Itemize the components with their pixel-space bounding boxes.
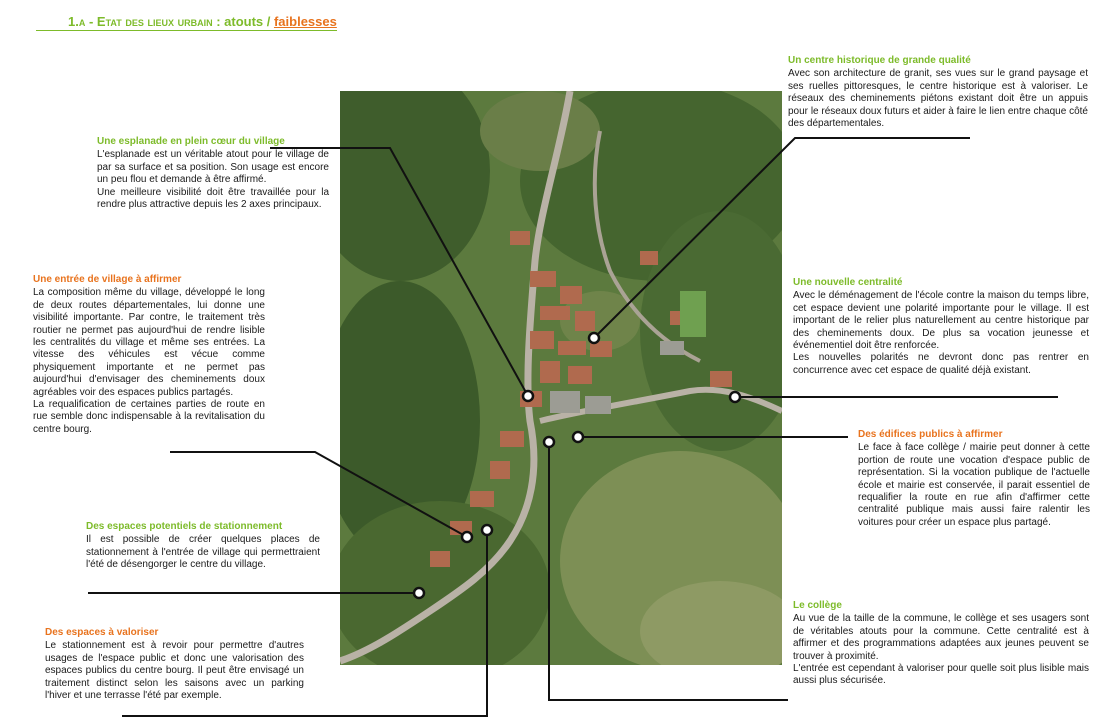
page-title: [36, 14, 337, 31]
block-text: Il est possible de créer quelques places de stationnement à l'entrée de village qui permettraient l'été de désengorger le centre du village.: [86, 534, 320, 571]
block-text: Les nouvelles polarités ne devront donc pas rentrer en concurrence avec cet espace de qualité déjà existant.: [793, 352, 1089, 376]
block-stationnement: [86, 521, 320, 572]
block-text: La requalification de certaines parties de route en rue semble donc indispensable à la revitalisation du centre bourg.: [33, 399, 265, 435]
block-text: La composition même du village, développé le long de deux routes départementales, lui donne une visibilité importante. Par contre, le traitement très routier ne permet pas aujourd'hui de rendre lisible les centralités du village et même ses entrées. La vitesse des véhicules est vécue comme physiquement importante et ne permet pas aujourd'hui d'envisager des cheminements doux agréables voir des espaces publics partagés.: [33, 287, 265, 398]
block-text: Le stationnement est à revoir pour permettre d'autres usages de l'espace public et donc une valorisation des espaces publics du centre bourg. Il peut être envisagé un traitement distinct selon les saisons avec un parking l'hiver et une terrasse l'été par exemple.: [45, 640, 304, 702]
block-college: [793, 600, 1089, 688]
block-title: Des espaces potentiels de stationnement: [86, 521, 283, 532]
block-text: Avec son architecture de granit, ses vues sur le grand paysage et ses ruelles pittoresques, le centre historique est à valoriser. Le réseaux des cheminements piétons existant doit être un appuis pour le réseaux doux futurs et aider à faire le lien entre chaque côté des départementales.: [788, 68, 1088, 130]
block-edifices-publics: [858, 429, 1090, 529]
block-text: Avec le déménagement de l'école contre la maison du temps libre, cet espace devient une polarité importante pour le village. Il est important de le relier plus naturellement au centre historique par des cheminements doux. De plus sa vocation jeunesse et événementiel doit être renforcée.: [793, 290, 1089, 352]
header-number: 1.a: [68, 14, 86, 29]
block-text: L'esplanade est un véritable atout pour le village de par sa surface et sa position. Son usage est encore un peu flou et demande à être affirmé.: [97, 149, 329, 186]
header-faiblesses: faiblesses: [273, 14, 337, 29]
aerial-photo: [340, 91, 782, 665]
block-title: Le collège: [793, 600, 842, 611]
block-text: Le face à face collège / mairie peut donner à cette portion de route une vocation d'espace public de représentation. Si la vocation publique de l'actuelle école et mairie est conservée, il parait essentiel de requalifier la route en rue afin d'affirmer cette centralité publique mais aussi faire ralentir les voitures pour créer un espace plus partagé.: [858, 442, 1090, 528]
header-prefix: - Etat des lieux urbain: [85, 14, 213, 29]
block-title: Un centre historique de grande qualité: [788, 55, 971, 66]
block-title: Une esplanade en plein cœur du village: [97, 136, 285, 147]
block-text: L'entrée est cependant à valoriser pour quelle soit plus lisible mais aussi plus sécurisée.: [793, 663, 1089, 687]
block-title: Des espaces à valoriser: [45, 627, 159, 638]
block-title: Des édifices publics à affirmer: [858, 429, 1003, 440]
block-esplanade: [97, 136, 329, 211]
block-espaces-valoriser: [45, 627, 304, 702]
block-centre-historique: [788, 55, 1088, 130]
block-nouvelle-centralite: [793, 277, 1089, 377]
block-text: Une meilleure visibilité doit être travaillée pour la rendre plus attractive depuis les 2 axes principaux.: [97, 186, 329, 211]
header-atouts: : atouts /: [212, 14, 274, 29]
block-title: Une entrée de village à affirmer: [33, 274, 182, 285]
block-entree-village: [33, 274, 265, 436]
block-title: Une nouvelle centralité: [793, 277, 903, 288]
block-text: Au vue de la taille de la commune, le collège et ses usagers sont de véritables atouts pour la commune. Cette centralité est à affirmer et des programmations adaptées aux jeunes peuvent se trouver à proximité.: [793, 613, 1089, 662]
